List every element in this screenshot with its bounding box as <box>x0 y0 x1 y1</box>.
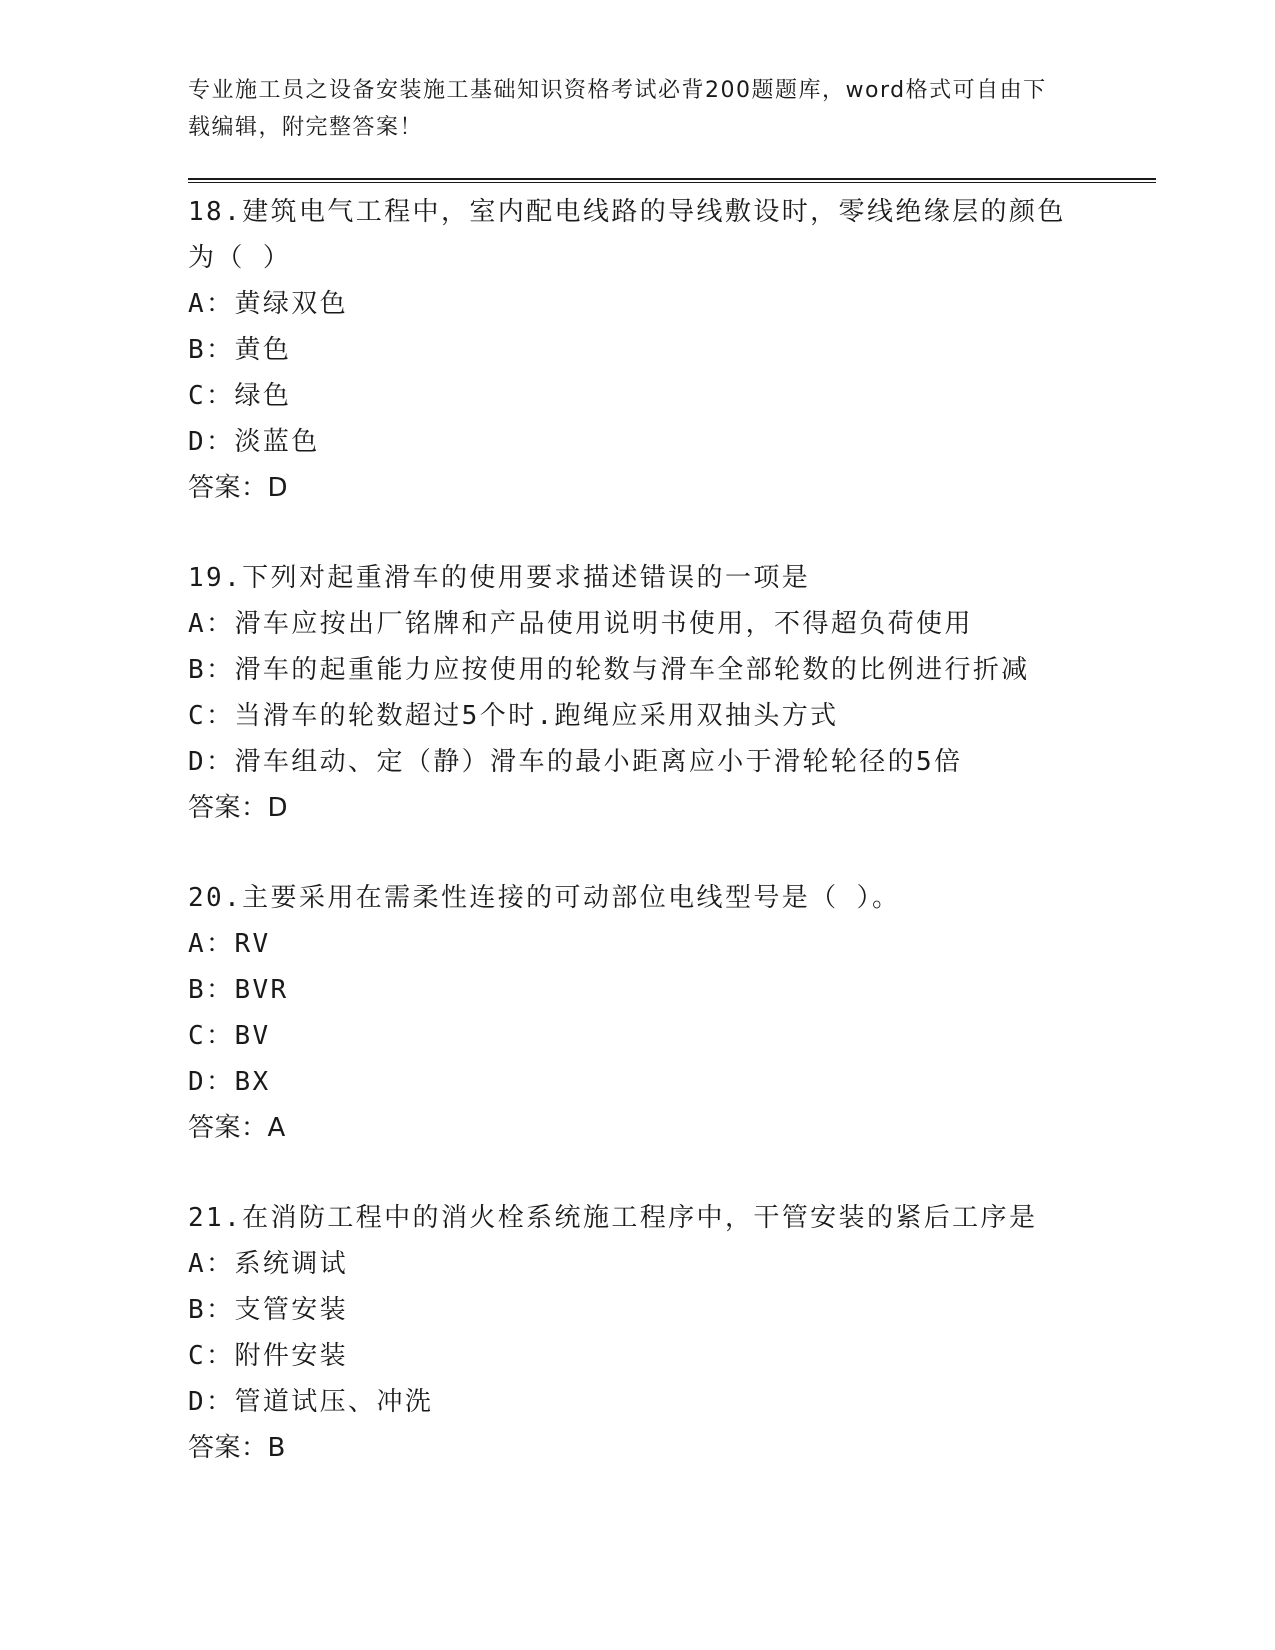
option-b: B：滑车的起重能力应按使用的轮数与滑车全部轮数的比例进行折减 <box>188 655 1030 685</box>
question-item <box>188 875 1088 1151</box>
option-a: A：RV <box>188 929 271 959</box>
header-divider <box>188 178 1156 183</box>
answer-line: 答案：B <box>188 1433 286 1463</box>
option-c: C：附件安装 <box>188 1341 349 1371</box>
option-d: D：管道试压、冲洗 <box>188 1387 434 1417</box>
option-c: C：当滑车的轮数超过5个时.跑绳应采用双抽头方式 <box>188 701 839 731</box>
option-a: A：系统调试 <box>188 1249 349 1279</box>
option-b: B：支管安装 <box>188 1295 349 1325</box>
option-a: A：黄绿双色 <box>188 289 349 319</box>
question-item <box>188 189 1088 511</box>
question-list <box>188 189 1088 1515</box>
question-item <box>188 555 1088 831</box>
question-item <box>188 1195 1088 1471</box>
option-c: C：绿色 <box>188 381 292 411</box>
question-stem: 21.在消防工程中的消火栓系统施工程序中，干管安装的紧后工序是 <box>188 1203 1038 1233</box>
answer-line: 答案：D <box>188 473 289 503</box>
question-stem: 20.主要采用在需柔性连接的可动部位电线型号是（ ）。 <box>188 883 901 913</box>
option-d: D：淡蓝色 <box>188 427 320 457</box>
option-d: D：BX <box>188 1067 271 1097</box>
answer-line: 答案：D <box>188 793 289 823</box>
option-a: A：滑车应按出厂铭牌和产品使用说明书使用，不得超负荷使用 <box>188 609 973 639</box>
document-header: 专业施工员之设备安装施工基础知识资格考试必背200题题库，word格式可自由下载编辑，附完整答案！ <box>188 78 1047 140</box>
option-d: D：滑车组动、定（静）滑车的最小距离应小于滑轮轮径的5倍 <box>188 747 963 777</box>
answer-line: 答案：A <box>188 1113 286 1143</box>
question-stem: 19.下列对起重滑车的使用要求描述错误的一项是 <box>188 563 811 593</box>
option-b: B：黄色 <box>188 335 292 365</box>
question-stem: 18.建筑电气工程中，室内配电线路的导线敷设时，零线绝缘层的颜色为（ ） <box>188 197 1066 273</box>
option-b: B：BVR <box>188 975 289 1005</box>
option-c: C：BV <box>188 1021 271 1051</box>
